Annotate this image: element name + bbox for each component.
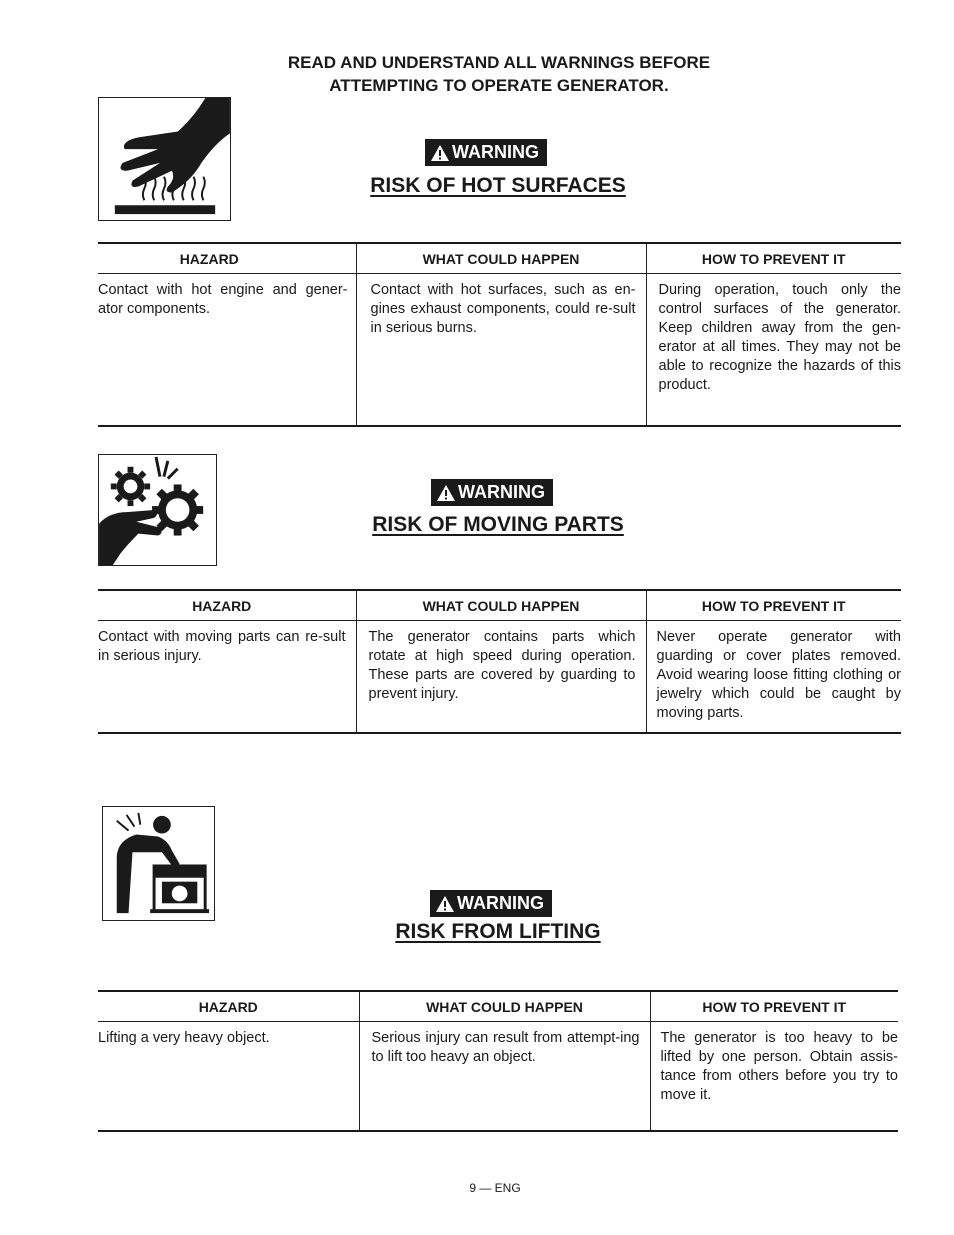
hazard-cell: Contact with moving parts can re-sult in serious injury. [98, 629, 346, 664]
warning-label: WARNING [452, 142, 539, 162]
table-row [98, 274, 901, 426]
moving-gears-hand-icon [98, 454, 217, 566]
warning-label: WARNING [458, 482, 545, 502]
intro-line-1: READ AND UNDERSTAND ALL WARNINGS BEFORE [287, 53, 711, 72]
page-number: 9 — ENG [469, 1181, 521, 1195]
table-row [98, 621, 901, 733]
col-header-hazard: HAZARD [98, 991, 359, 1022]
how-cell: Never operate generator with guarding or cover plates removed. Avoid wearing loose fitting clothing or jewelry which could be caught by moving parts. [646, 621, 901, 733]
hazard-table-moving-parts [98, 589, 901, 734]
hazard-cell: Contact with hot engine and gener-ator components. [98, 282, 348, 317]
col-header-hazard: HAZARD [98, 243, 356, 274]
col-header-what: WHAT COULD HAPPEN [356, 243, 646, 274]
warning-triangle-icon [437, 485, 455, 501]
table-header-row [98, 991, 898, 1022]
warning-badge-moving [431, 479, 553, 506]
col-header-hazard: HAZARD [98, 590, 356, 621]
table-row [98, 1022, 898, 1131]
col-header-how: HOW TO PREVENT IT [646, 243, 901, 274]
col-header-what: WHAT COULD HAPPEN [359, 991, 650, 1022]
how-cell: The generator is too heavy to be lifted by one person. Obtain assis-tance from others before you try to move it. [650, 1022, 898, 1131]
lifting-person-icon [102, 806, 215, 921]
intro-line-2: ATTEMPTING TO OPERATE GENERATOR. [329, 76, 669, 95]
warning-label: WARNING [457, 893, 544, 913]
table-header-row [98, 590, 901, 621]
hazard-table-lifting [98, 990, 898, 1132]
risk-title-lifting: RISK FROM LIFTING [395, 920, 601, 943]
warning-badge-hot [425, 139, 547, 166]
how-cell: During operation, touch only the control surfaces of the generator. Keep children away from the gen-erator at all times. They may not be able to recognize the hazards of this product. [646, 274, 901, 426]
warning-triangle-icon [431, 145, 449, 161]
table-header-row [98, 243, 901, 274]
warning-triangle-icon [436, 896, 454, 912]
what-cell: Contact with hot surfaces, such as en-gines exhaust components, could re-sult in serious burns. [356, 274, 646, 426]
hot-surface-hand-icon [98, 97, 231, 221]
risk-title-hot-surfaces: RISK OF HOT SURFACES [370, 174, 626, 197]
what-cell: The generator contains parts which rotate at high speed during operation. These parts are covered by guarding to prevent injury. [356, 621, 646, 733]
col-header-how: HOW TO PREVENT IT [646, 590, 901, 621]
col-header-how: HOW TO PREVENT IT [650, 991, 898, 1022]
col-header-what: WHAT COULD HAPPEN [356, 590, 646, 621]
warning-badge-lifting [430, 890, 552, 917]
risk-title-moving-parts: RISK OF MOVING PARTS [372, 513, 624, 536]
hazard-table-hot-surfaces [98, 242, 901, 427]
what-cell: Serious injury can result from attempt-ing to lift too heavy an object. [359, 1022, 650, 1131]
hazard-cell: Lifting a very heavy object. [98, 1030, 270, 1046]
intro-heading [0, 51, 954, 97]
